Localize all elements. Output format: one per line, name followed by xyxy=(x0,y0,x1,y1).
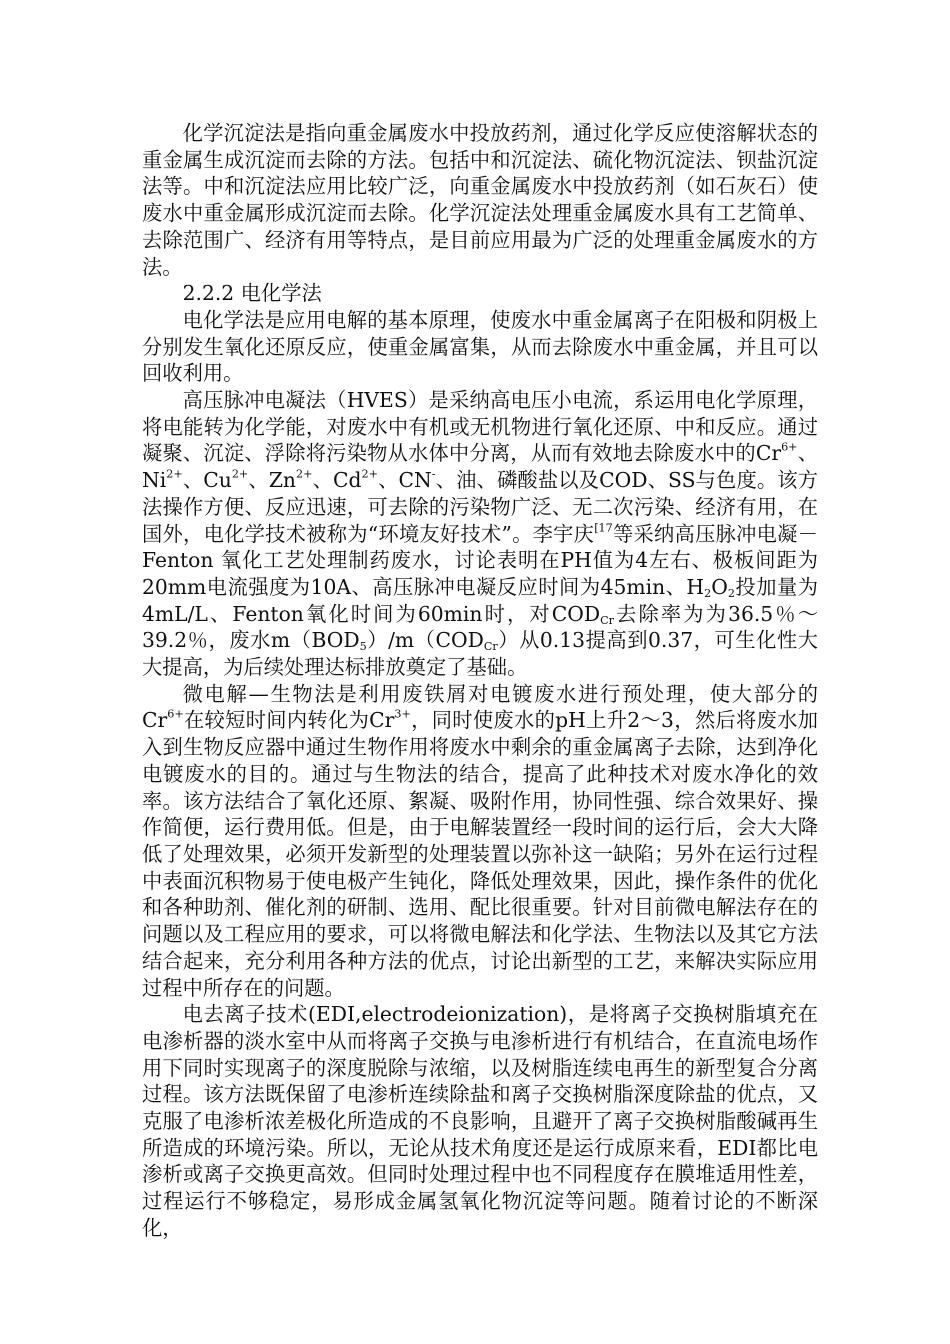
text-run: ）从0.13提高到0.37，可生化性大大提高，为后续处理达标排放奠定了基础。 xyxy=(142,628,818,680)
superscript: 6+ xyxy=(781,440,798,454)
text-run: 、Cu xyxy=(182,468,232,493)
text-run: 在较短时间内转化为Cr xyxy=(183,708,395,733)
subscript: 2 xyxy=(727,586,735,600)
text-run: 投加量为4mL/L、Fenton氧化时间为60min时，对COD xyxy=(142,574,818,626)
text-run: 微电解—生物法是利用废铁屑对电镀废水进行预处理，使大部分的Cr xyxy=(142,681,818,733)
paragraph-hves xyxy=(142,387,818,681)
text-run: ）/m（COD xyxy=(366,628,484,653)
text-run: 去除率为为36.5％～39.2％，废水m（BOD xyxy=(142,601,818,653)
section-heading: 2.2.2 电化学法 xyxy=(182,281,322,306)
paragraph-micro-electrolysis xyxy=(142,681,818,1001)
text-run: 、Cd xyxy=(312,468,362,493)
subscript: 5 xyxy=(359,640,367,654)
document-body xyxy=(142,120,818,1242)
text-run: 等采纳高压脉冲电凝－Fenton 氧化工艺处理制药废水，讨论表明在PH值为4左右、极板间距为20mm电流强度为10A、高压脉冲电凝反应时间为45min、H xyxy=(142,521,818,599)
paragraph-electrochemistry: 电化学法是应用电解的基本原理，使废水中重金属离子在阳极和阴极上分别发生氧化还原反应，使重金属富集，从而去除废水中重金属，并且可以回收利用。 xyxy=(142,307,818,386)
text-run: 、Ni xyxy=(142,441,818,493)
text-run: O xyxy=(711,574,728,599)
subscript: 2 xyxy=(704,586,712,600)
text-run: ，同时使废水的pH上升2～3，然后将废水加入到生物反应器中通过生物作用将废水中剩余的重金属离子去除，达到净化电镀废水的目的。通过与生物法的结合，提高了此种技术对废水净化的效率。该方法结合了氧化还原、絮凝、吸附作用，协同性强、综合效果好、操作简便，运行费用低。但是，由于电解装置经一段时间的运行后，会大大降低了处理效果，必须开发新型的处理装置以弥补这一缺陷；另外在运行过程中表面沉积物易于使电极产生钝化，降低处理效果，因此，操作条件的优化和各种助剂、催化剂的研制、选用、配比很重要。针对目前微电解法存在的问题以及工程应用的要求，可以将微电解法和化学法、生物法以及其它方法结合起来，充分利用各种方法的优点，讨论出新型的工艺，来解决实际应用过程中所存在的问题。 xyxy=(142,708,818,1000)
paragraph-edi: 电去离子技术(EDI,electrodeionization)，是将离子交换树脂填充在电渗析器的淡水室中从而将离子交换与电渗析进行有机结合，在直流电场作用下同时实现离子的深度脱除与浓缩，以及树脂连续电再生的新型复合分离过程。该方法既保留了电渗析连续除盐和离子交换树脂深度除盐的优点，又克服了电渗析浓差极化所造成的不良影响，且避开了离子交换树脂酸碱再生所造成的环境污染。所以，无论从技术角度还是运行成原来看，EDI都比电渗析或离子交换更高效。但同时处理过程中也不同程度存在膜堆适用性差，过程运行不够稳定，易形成金属氢氧化物沉淀等问题。随着讨论的不断深化， xyxy=(142,1002,818,1240)
superscript: 2+ xyxy=(166,467,183,481)
text-run: 、Zn xyxy=(248,468,296,493)
subscript: Cr xyxy=(483,640,498,654)
superscript: 2+ xyxy=(361,467,378,481)
superscript: 6+ xyxy=(167,707,184,721)
text-run: 高压脉冲电凝法（HVES）是采纳高电压小电流，系运用电化学原理，将电能转为化学能，对废水中有机或无机物进行氧化还原、中和反应。通过凝聚、沉淀、浮除将污染物从水体中分离，从而有效地去除废水中的Cr xyxy=(142,388,818,466)
subscript: Cr xyxy=(600,613,615,627)
superscript: - xyxy=(431,467,436,481)
superscript: 2+ xyxy=(296,467,313,481)
text-run: 、油、磷酸盐以及COD、SS与色度。该方法操作方便、反应迅速，可去除的污染物广泛、无二次污染、经济有用，在国外，电化学技术被称为“环境友好技术”。李宇庆 xyxy=(142,468,818,546)
citation-ref: [17 xyxy=(594,521,613,535)
paragraph-chemical-precipitation: 化学沉淀法是指向重金属废水中投放药剂，通过化学反应使溶解状态的重金属生成沉淀而去除的方法。包括中和沉淀法、硫化物沉淀法、钡盐沉淀法等。中和沉淀法应用比较广泛，向重金属废水中投放药剂（如石灰石）使废水中重金属形成沉淀而去除。化学沉淀法处理重金属废水具有工艺简单、去除范围广、经济有用等特点，是目前应用最为广泛的处理重金属废水的方法。 xyxy=(142,121,818,279)
superscript: 3+ xyxy=(394,707,411,721)
superscript: 2+ xyxy=(231,467,249,481)
text-run: 、CN xyxy=(377,468,432,493)
